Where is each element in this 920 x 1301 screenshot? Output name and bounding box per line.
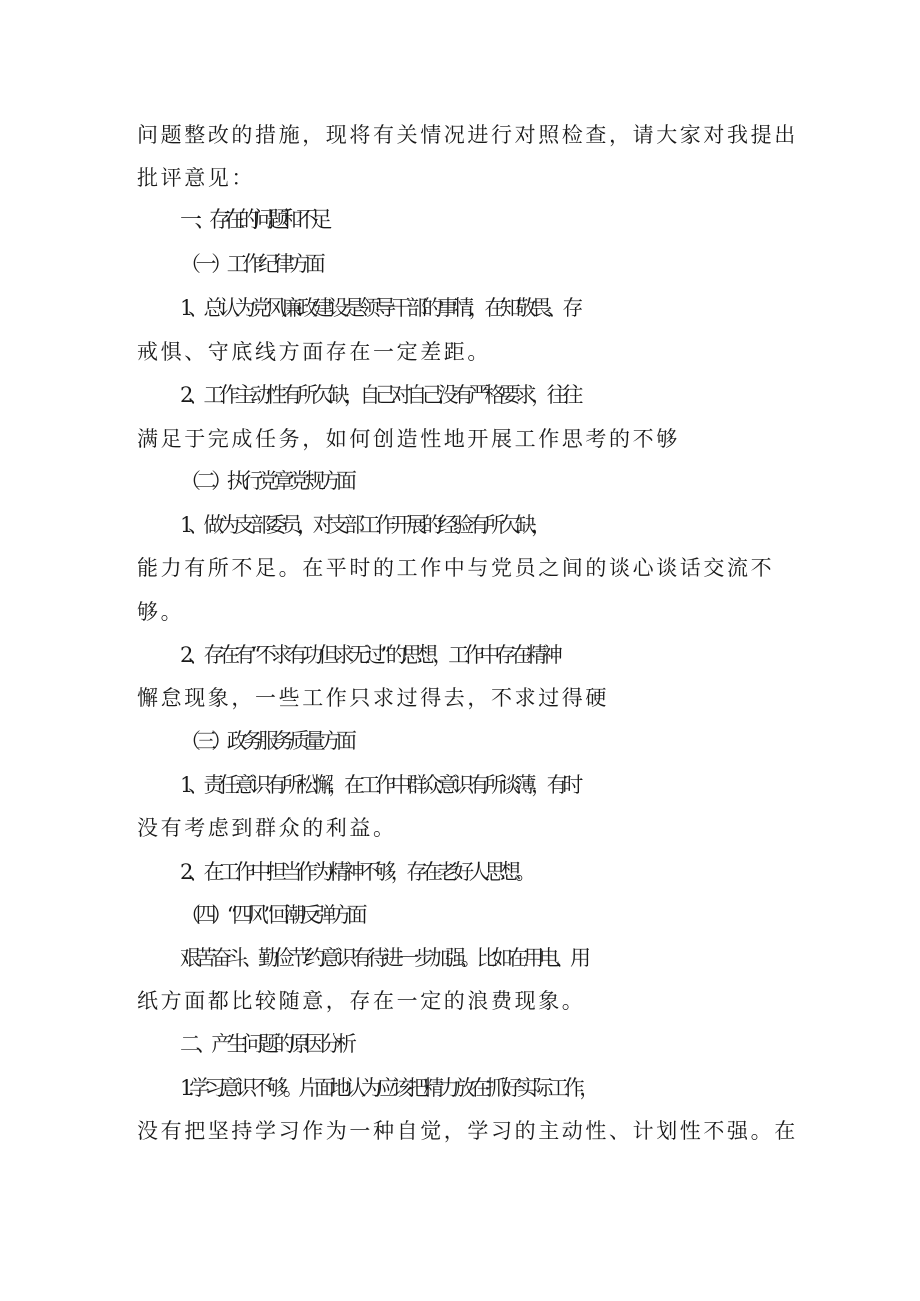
subsection-heading: （三）政务服务质量方面 — [180, 729, 352, 753]
paragraph-line: 1.学习意识不够。片面地认为应该把精力放在抓好实际工作， — [180, 1076, 595, 1100]
paragraph-line: 没有把坚持学习作为一种自觉，学习的主动性、计划性不强。在 — [137, 1119, 798, 1143]
paragraph-line: 能力有所不足。在平时的工作中与党员之间的谈心谈话交流不 — [137, 556, 775, 580]
paragraph-line: 问题整改的措施，现将有关情况进行对照检查，请大家对我提出 — [137, 123, 798, 147]
paragraph-line: 没有考虑到群众的利益。 — [137, 816, 397, 840]
subsection-heading: （二）执行党章党规方面 — [180, 469, 352, 493]
paragraph-line: 2、工作主动性有所欠缺，自己对自己没有严格要求，往往 — [180, 383, 578, 407]
paragraph-line: 纸方面都比较随意，存在一定的浪费现象。 — [137, 989, 586, 1013]
paragraph-line: 2、存在有“不求有功但求无过”的思想，工作中存在精神 — [180, 643, 558, 667]
paragraph-line: 戒惧、守底线方面存在一定差距。 — [137, 340, 491, 364]
paragraph-line: 1、责任意识有所松懈，在工作中群众意识有所谈薄，有时 — [180, 773, 578, 797]
paragraph-line: 够。 — [137, 600, 185, 624]
paragraph-line: 满足于完成任务，如何创造性地开展工作思考的不够 — [137, 427, 680, 451]
subsection-heading: （一）工作纪律方面 — [180, 252, 321, 276]
section-heading: 二、产生问题的原因分析 — [180, 1032, 352, 1056]
paragraph-line: 1、总认为党风廉政建设是领导干部的事情，在知敬畏、存 — [180, 296, 578, 320]
paragraph-line: 1、做为支部委员，对支部工作开展的经验有所欠缺， — [180, 513, 547, 537]
subsection-heading: （四）“四风”回潮反弹方面 — [180, 903, 363, 927]
paragraph-line: 2、在工作中担当作为精神不够，存在老好人思想。 — [180, 860, 532, 884]
paragraph-line: 艰苦奋斗、勤俭节约意识有待进一步加强。比如在用电、用 — [180, 946, 586, 970]
paragraph-line: 懈怠现象，一些工作只求过得去，不求过得硬 — [137, 686, 609, 710]
paragraph-line: 批评意见： — [137, 166, 255, 190]
section-heading: 一、存在的问题和不足 — [180, 208, 326, 233]
